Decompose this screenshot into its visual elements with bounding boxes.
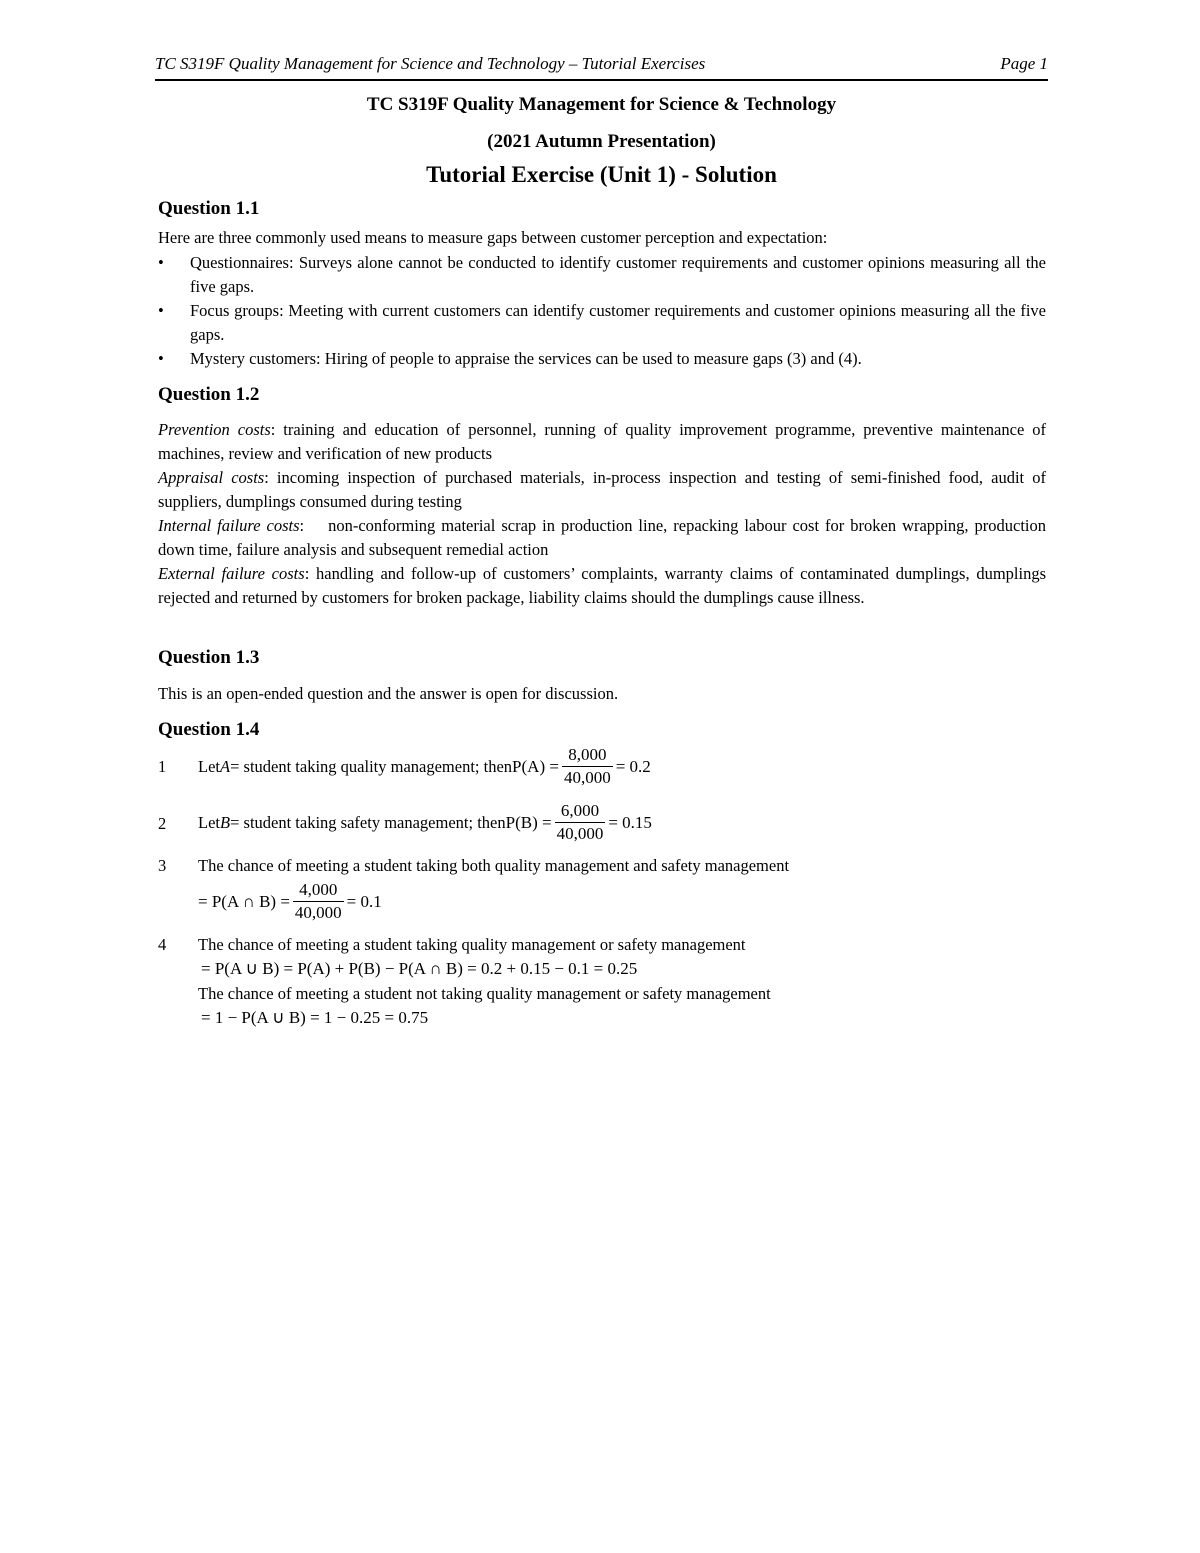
bullet-icon: • [158,253,164,272]
denominator: 40,000 [563,768,611,787]
formula-result: = 0.15 [608,812,652,832]
variable: B [220,812,231,832]
item-text: = student taking safety management; then [230,812,506,832]
header-rule [155,79,1048,81]
list-item [158,299,1046,347]
cost-item-internal-failure [158,514,1046,562]
item-text: Let [198,756,220,776]
numerator: 6,000 [555,801,606,823]
list-item [158,251,1046,299]
denominator: 40,000 [556,824,604,843]
probability-item-2 [198,801,652,844]
cost-item-appraisal [158,466,1046,514]
probability-formula-4b: = 1 − P(A ∪ B) = 1 − 0.25 = 0.75 [201,1008,429,1027]
question-1-1-heading: Question 1.1 [158,198,260,219]
cost-term: Appraisal costs [158,468,265,487]
question-1-3-heading: Question 1.3 [158,647,260,668]
cost-description: : training and education of personnel, running of quality improvement programme, preventive maintenance of machines, review and verification of new products [158,420,1046,463]
course-title: TC S319F Quality Management for Science & Technology [366,94,837,115]
cost-term: Internal failure costs [158,516,300,535]
formula-result: = 0.2 [615,756,651,776]
item-text: The chance of meeting a student taking quality management or safety management [198,935,746,954]
item-text: The chance of meeting a student not taking quality management or safety management [198,984,771,1003]
bullet-icon: • [158,349,164,368]
item-text: The chance of meeting a student taking both quality management and safety management [198,856,790,875]
probability-formula-4a: = P(A ∪ B) = P(A) + P(B) − P(A ∩ B) = 0.2 + 0.15 − 0.1 = 0.25 [201,959,638,978]
probability-formula-3 [198,880,382,923]
formula-lhs: = P(A ∩ B) = [198,891,290,911]
probability-item-1 [198,745,651,788]
item-number: 4 [158,935,167,954]
document-title: Tutorial Exercise (Unit 1) - Solution [426,162,777,187]
bullet-icon: • [158,301,164,320]
question-1-3-text: This is an open-ended question and the answer is open for discussion. [158,684,619,703]
list-item [158,347,1046,371]
denominator: 40,000 [294,903,342,922]
cost-item-prevention [158,418,1046,466]
cost-description: : incoming inspection of purchased materials, in-process inspection and testing of semi-finished food, audit of suppliers, dumplings consumed during testing [158,468,1046,511]
cost-term: External failure costs [158,564,305,583]
bullet-text: Mystery customers: Hiring of people to appraise the services can be used to measure gaps (3) and (4). [190,349,862,368]
item-text: Let [198,812,220,832]
bullet-text: Questionnaires: Surveys alone cannot be conducted to identify customer requirements and customer opinions measuring all the five gaps. [190,253,1046,296]
bullet-text: Focus groups: Meeting with current customers can identify customer requirements and customer opinions measuring all the five gaps. [190,301,1046,344]
cost-description: : non-conforming material scrap in production line, repacking labour cost for broken wrapping, production down time, failure analysis and subsequent remedial action [158,516,1046,559]
header-course-title: TC S319F Quality Management for Science and Technology – Tutorial Exercises [155,54,706,73]
numerator: 8,000 [562,745,613,767]
fraction [555,801,606,844]
question-1-4-heading: Question 1.4 [158,719,260,740]
question-1-2-heading: Question 1.2 [158,384,260,405]
cost-term: Prevention costs [158,420,271,439]
item-number: 1 [158,757,167,776]
formula-lhs: P(B) = [505,812,552,832]
formula-lhs: P(A) = [512,756,559,776]
formula-result: = 0.1 [346,891,382,911]
header-page-number: Page 1 [1000,54,1048,73]
cost-description: : handling and follow-up of customers’ complaints, warranty claims of contaminated dumplings, dumplings rejected and returned by customers for broken package, liability claims should the dumplings cause illness. [158,564,1047,607]
item-number: 2 [158,814,167,833]
presentation-title: (2021 Autumn Presentation) [487,131,716,152]
fraction [293,880,344,923]
question-1-1-intro: Here are three commonly used means to measure gaps between customer perception and expectation: [158,228,828,247]
running-header [155,52,1048,78]
fraction [562,745,613,788]
cost-item-external-failure [158,562,1046,610]
variable: A [220,756,231,776]
item-text: = student taking quality management; then [230,756,513,776]
numerator: 4,000 [293,880,344,902]
item-number: 3 [158,856,167,875]
